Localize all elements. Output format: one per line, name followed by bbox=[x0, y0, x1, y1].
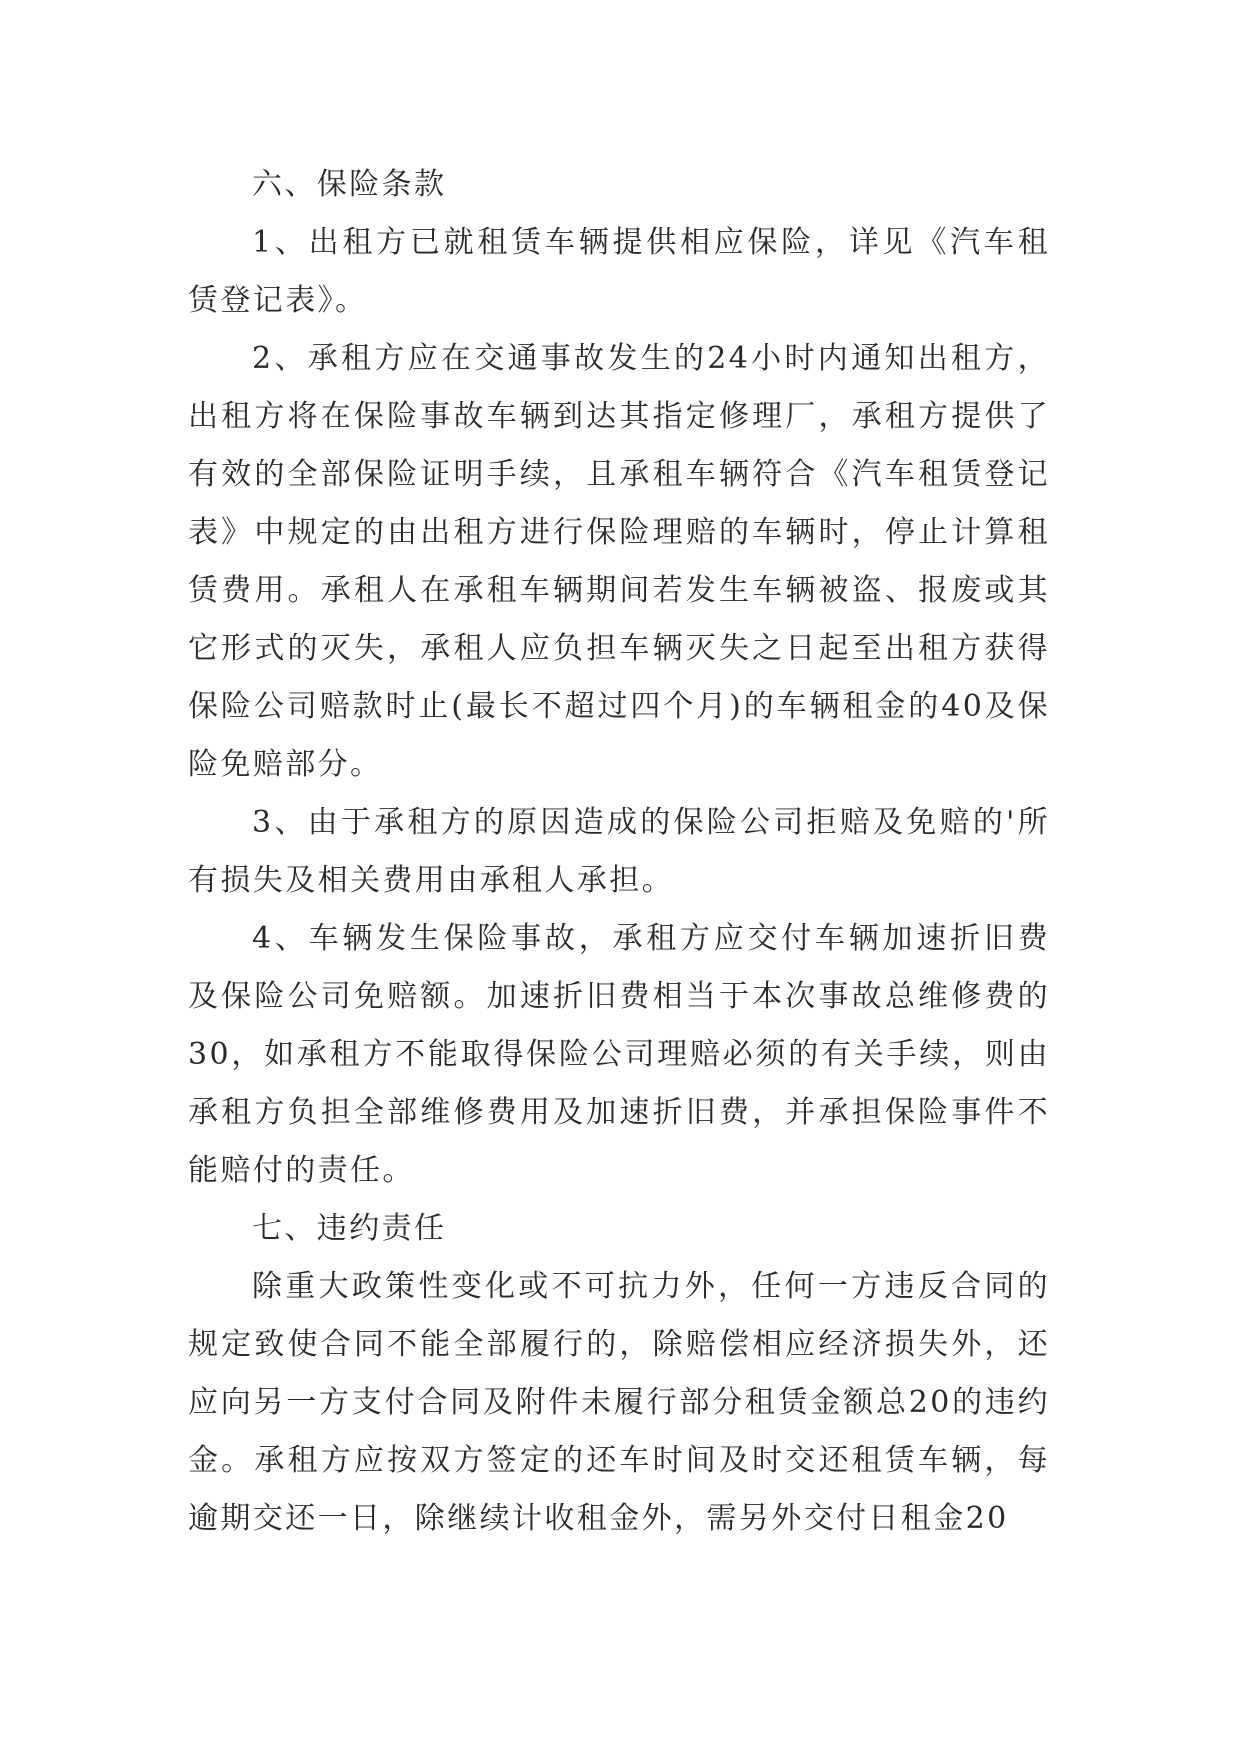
section-heading-insurance: 六、保险条款 bbox=[252, 167, 447, 202]
document-body bbox=[188, 156, 1050, 1548]
section-heading-liability: 七、违约责任 bbox=[252, 1211, 447, 1246]
clause-6-4: 4、车辆发生保险事故，承租方应交付车辆加速折旧费及保险公司免赔额。加速折旧费相当于本次事故总维修费的30，如承租方不能取得保险公司理赔必须的有关手续，则由承租方负担全部维修费用及加速折旧费，并承担保险事件不能赔付的责任。 bbox=[188, 921, 1050, 1188]
clause-6-1: 1、出租方已就租赁车辆提供相应保险，详见《汽车租赁登记表》。 bbox=[188, 225, 1050, 318]
clause-7-body: 除重大政策性变化或不可抗力外，任何一方违反合同的规定致使合同不能全部履行的，除赔偿相应经济损失外，还应向另一方支付合同及附件未履行部分租赁金额总20的违约金。承租方应按双方签定的还车时间及时交还租赁车辆，每逾期交还一日，除继续计收租金外，需另外交付日租金20 bbox=[188, 1269, 1050, 1536]
clause-6-3: 3、由于承租方的原因造成的保险公司拒赔及免赔的'所有损失及相关费用由承租人承担。 bbox=[188, 805, 1050, 898]
clause-6-2: 2、承租方应在交通事故发生的24小时内通知出租方，出租方将在保险事故车辆到达其指定修理厂，承租方提供了有效的全部保险证明手续，且承租车辆符合《汽车租赁登记表》中规定的由出租方进行保险理赔的车辆时，停止计算租赁费用。承租人在承租车辆期间若发生车辆被盗、报废或其它形式的灭失，承租人应负担车辆灭失之日起至出租方获得保险公司赔款时止(最长不超过四个月)的车辆租金的40及保险免赔部分。 bbox=[188, 341, 1050, 782]
